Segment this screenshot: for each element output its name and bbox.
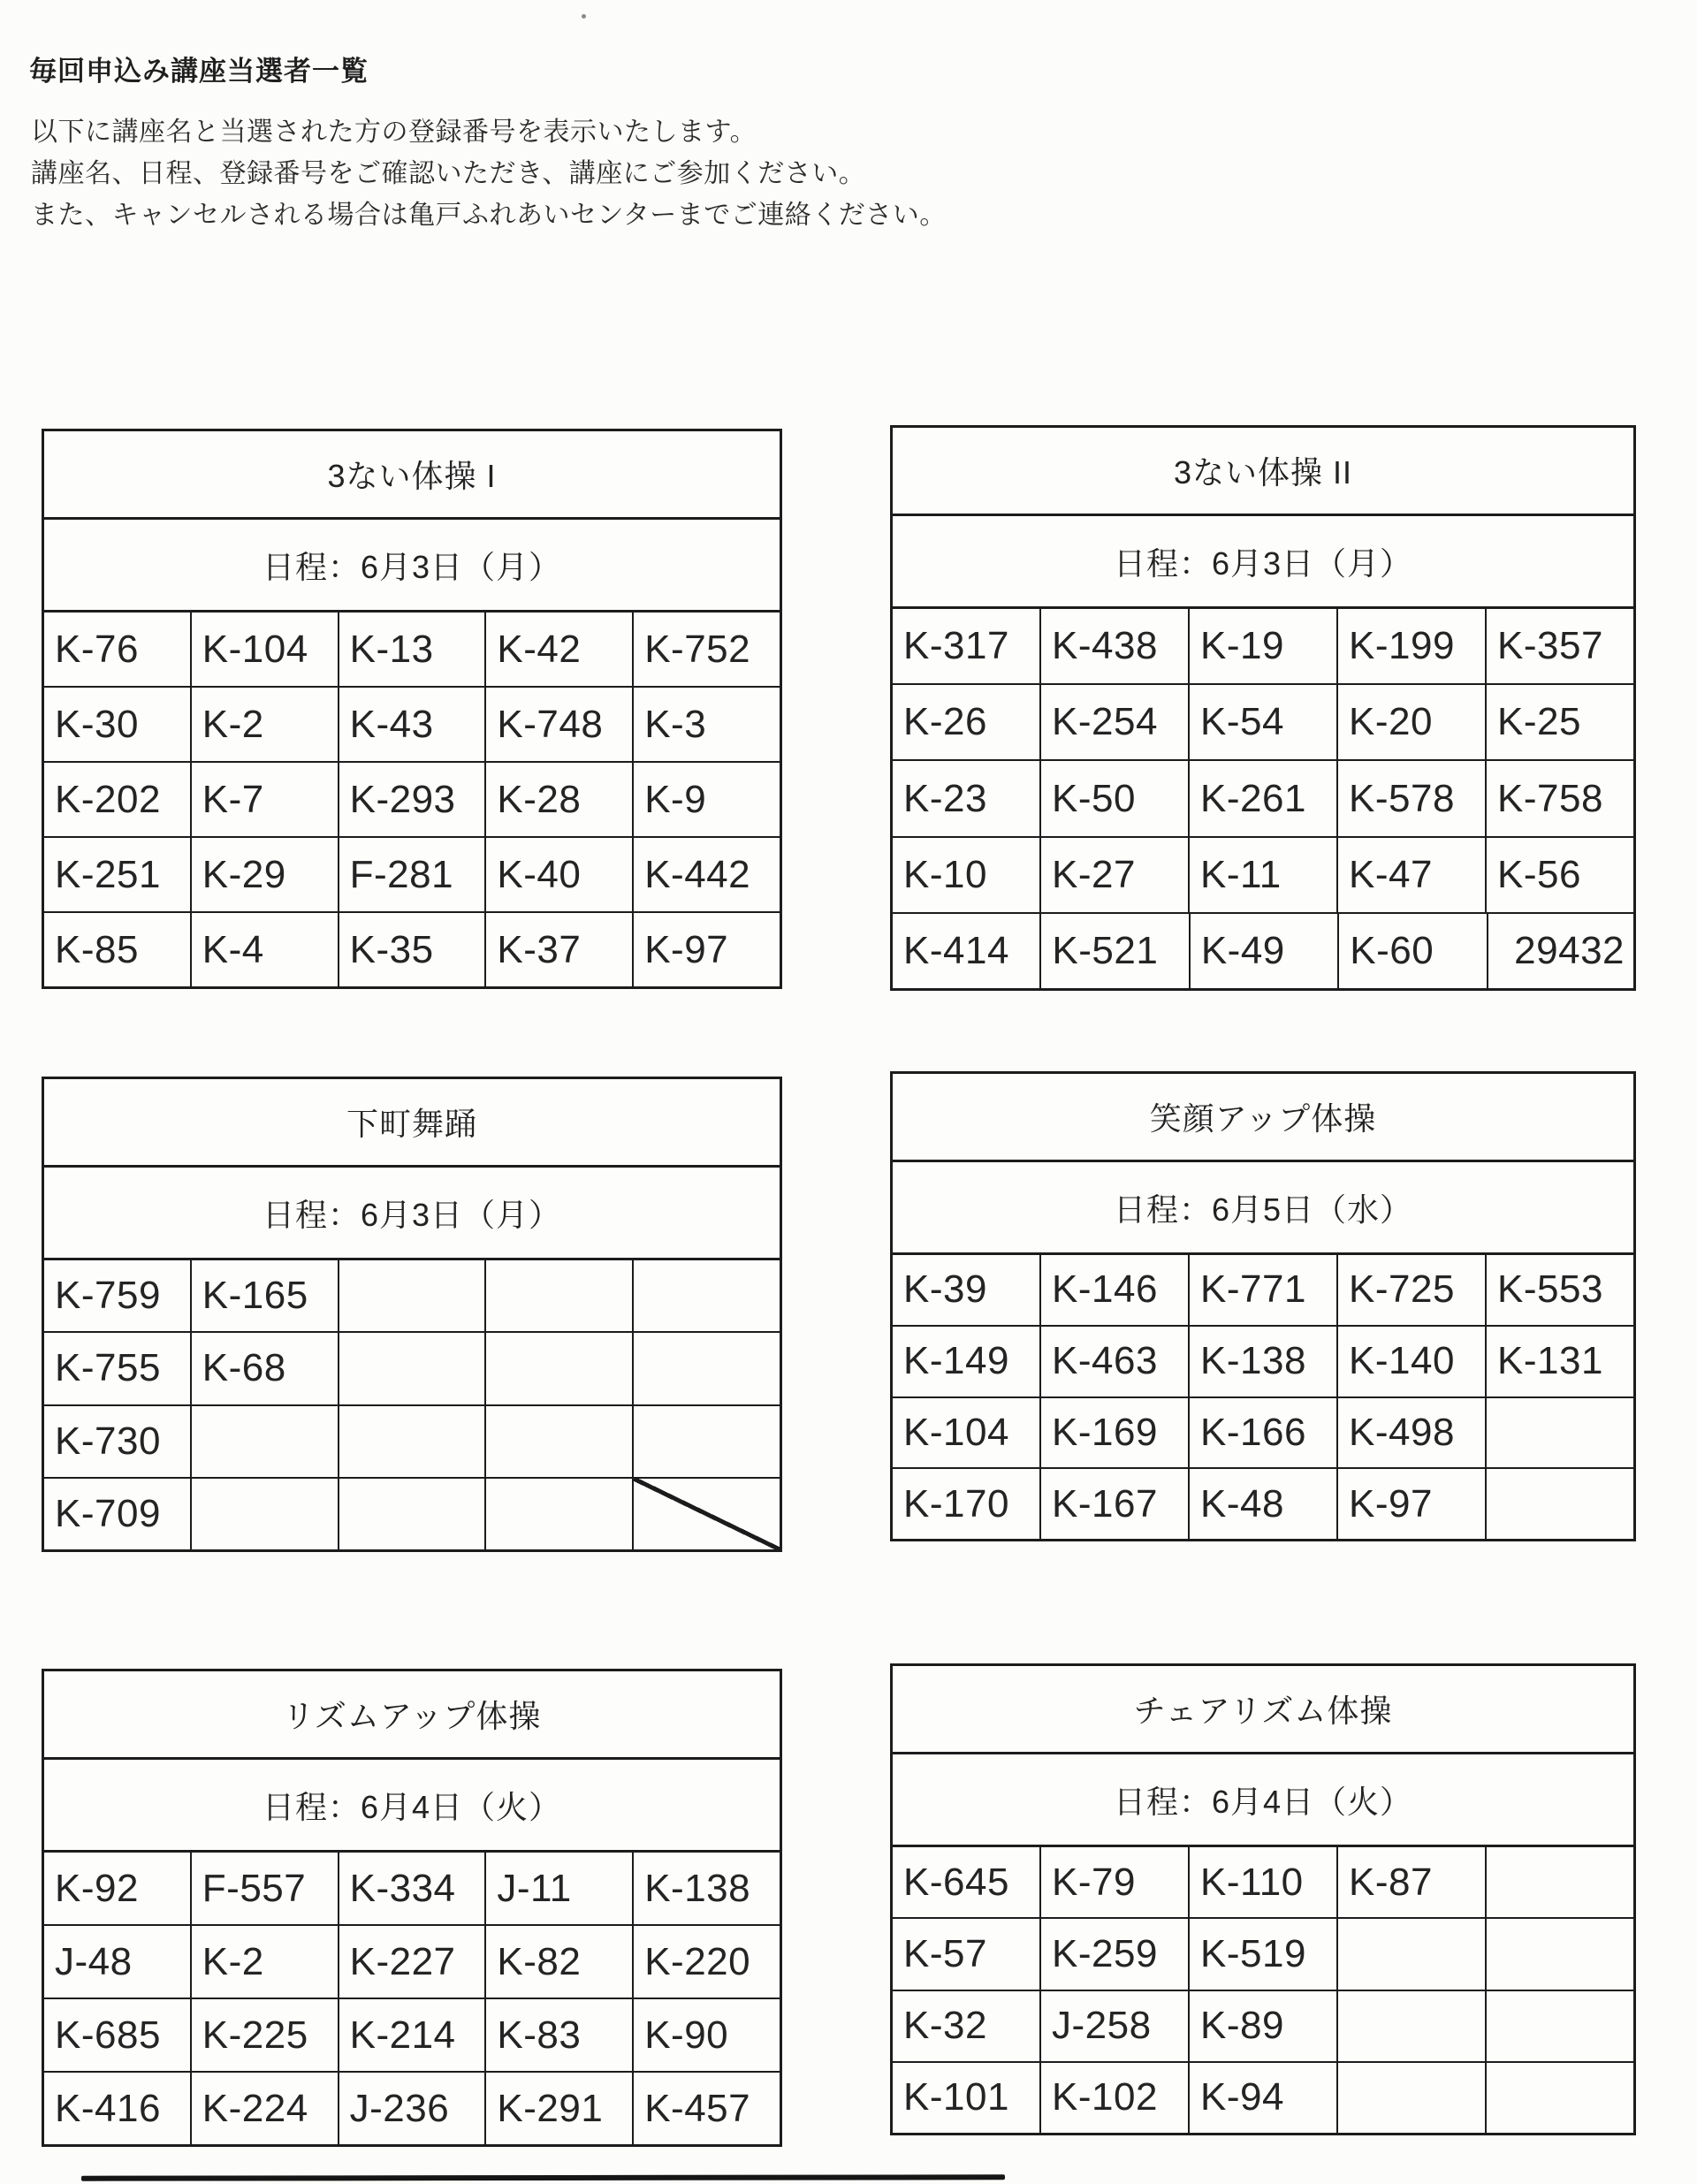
- empty-cell: [1487, 2063, 1633, 2133]
- empty-cell: [634, 1406, 780, 1477]
- empty-cell: [1338, 2063, 1487, 2133]
- course-date: 日程：6月3日（月）: [44, 1168, 780, 1260]
- table-row: [44, 1853, 780, 1926]
- table-row: [44, 838, 780, 913]
- registration-number-cell: K-76: [44, 613, 192, 686]
- registration-number-cell: K-82: [486, 1926, 634, 1998]
- empty-cell: [1487, 1991, 1633, 2061]
- page-title: 毎回申込み講座当選者一覧: [29, 56, 369, 87]
- registration-number-cell: K-42: [486, 613, 634, 686]
- registration-number-cell: J-11: [486, 1853, 634, 1924]
- registration-number-cell: K-709: [44, 1479, 192, 1549]
- registration-number-cell: K-97: [1338, 1469, 1487, 1539]
- registration-number-cell: K-35: [339, 913, 487, 986]
- registration-number-cell: K-90: [644, 2013, 729, 2057]
- registration-number-cell: K-166: [1190, 1398, 1338, 1468]
- winner-grid: [44, 1260, 780, 1549]
- registration-number-cell: K-28: [486, 763, 634, 836]
- registration-number-cell: K-758: [1497, 776, 1603, 820]
- empty-cell: [339, 1479, 487, 1549]
- table-row: [893, 1469, 1633, 1539]
- registration-number-cell: K-2: [192, 1926, 339, 1998]
- course-table-rhythm-up-taiso: [42, 1669, 782, 2147]
- registration-number-cell: K-645: [893, 1847, 1041, 1917]
- registration-number-cell: K-259: [1041, 1919, 1190, 1989]
- registration-number-cell: K-165: [192, 1260, 339, 1331]
- table-row: [44, 2073, 780, 2144]
- registration-number-cell: K-146: [1041, 1255, 1190, 1325]
- registration-number-cell: K-357: [1497, 624, 1603, 668]
- registration-number-cell: K-199: [1338, 609, 1487, 683]
- registration-number-cell: K-49: [1191, 914, 1339, 988]
- table-row: [44, 613, 780, 688]
- course-table-3nai-taiso-2: [890, 425, 1636, 991]
- course-table-3nai-taiso-1: [42, 429, 782, 989]
- registration-number-cell: K-57: [893, 1919, 1041, 1989]
- registration-number-cell: J-48: [44, 1926, 192, 1998]
- registration-number-cell: K-56: [1497, 852, 1581, 896]
- registration-number-cell: K-110: [1190, 1847, 1338, 1917]
- registration-number-cell: K-30: [44, 688, 192, 761]
- winner-grid: [893, 1847, 1633, 2133]
- empty-cell: [339, 1406, 487, 1477]
- registration-number-cell: K-104: [893, 1398, 1041, 1468]
- empty-cell: [486, 1406, 634, 1477]
- registration-number-cell: K-23: [893, 761, 1041, 835]
- table-row: [893, 1991, 1633, 2063]
- registration-number-cell: K-214: [339, 1999, 487, 2071]
- scan-artifact-dot: [582, 14, 586, 19]
- registration-number-cell: K-140: [1338, 1327, 1487, 1396]
- empty-cell: [339, 1333, 487, 1404]
- registration-number-cell: K-254: [1041, 685, 1190, 759]
- registration-number-cell: K-755: [44, 1333, 192, 1404]
- registration-number-cell: K-291: [486, 2073, 634, 2144]
- table-row: [44, 1479, 780, 1549]
- registration-number-cell: K-685: [44, 1999, 192, 2071]
- registration-number-cell: K-725: [1338, 1255, 1487, 1325]
- table-row: [44, 688, 780, 763]
- registration-number-cell: K-498: [1338, 1398, 1487, 1468]
- registration-number-cell: K-26: [893, 685, 1041, 759]
- registration-number-cell: F-281: [339, 838, 487, 911]
- course-title: 3ない体操 II: [893, 428, 1633, 516]
- course-table-egao-up-taiso: [890, 1071, 1636, 1541]
- winner-grid: [44, 1853, 780, 2144]
- table-row: [44, 1406, 780, 1479]
- registration-number-cell: K-25: [1497, 700, 1581, 744]
- registration-number-cell: K-85: [44, 913, 192, 986]
- registration-number-cell: K-730: [44, 1406, 192, 1477]
- empty-cell: [192, 1479, 339, 1549]
- table-row: [44, 763, 780, 838]
- registration-number-cell: K-9: [644, 777, 707, 821]
- table-row: [44, 1333, 780, 1405]
- registration-number-cell: K-251: [44, 838, 192, 911]
- table-row: [893, 609, 1633, 685]
- course-table-chair-rhythm-taiso: [890, 1663, 1636, 2135]
- registration-number-cell: F-557: [192, 1853, 339, 1924]
- registration-number-cell: K-68: [192, 1333, 339, 1404]
- registration-number-cell: K-138: [1190, 1327, 1338, 1396]
- registration-number-cell: K-202: [44, 763, 192, 836]
- empty-cell: [486, 1479, 634, 1549]
- registration-number-cell: K-13: [339, 613, 487, 686]
- registration-number-cell: K-43: [339, 688, 487, 761]
- course-title: 下町舞踊: [44, 1079, 780, 1168]
- course-title: チェアリズム体操: [893, 1666, 1633, 1754]
- registration-number-cell: K-40: [486, 838, 634, 911]
- table-row: [893, 1327, 1633, 1398]
- registration-number-cell: K-83: [486, 1999, 634, 2071]
- course-date: 日程：6月4日（火）: [893, 1754, 1633, 1847]
- registration-number-cell: K-334: [339, 1853, 487, 1924]
- registration-number-cell: K-748: [486, 688, 634, 761]
- winner-grid: [44, 613, 780, 986]
- registration-number-cell: K-47: [1338, 838, 1487, 912]
- registration-number-cell: K-169: [1041, 1398, 1190, 1468]
- intro-line: 以下に講座名と当選された方の登録番号を表示いたします。: [31, 118, 757, 147]
- scan-artifact-line: [81, 2174, 1005, 2180]
- registration-number-cell: K-50: [1041, 761, 1190, 835]
- table-row: [893, 914, 1633, 988]
- registration-number-cell: K-104: [192, 613, 339, 686]
- winner-grid: [893, 1255, 1633, 1539]
- registration-number-cell: K-752: [644, 627, 751, 671]
- course-date: 日程：6月5日（水）: [893, 1162, 1633, 1255]
- registration-number-cell: K-97: [644, 927, 729, 971]
- registration-number-cell: K-20: [1338, 685, 1487, 759]
- empty-cell: [634, 1479, 780, 1549]
- registration-number-cell: K-4: [192, 913, 339, 986]
- registration-number-cell: K-37: [486, 913, 634, 986]
- table-row: [44, 1926, 780, 1999]
- empty-cell: [634, 1333, 780, 1404]
- registration-number-cell: K-48: [1190, 1469, 1338, 1539]
- intro-paragraph: [31, 111, 947, 236]
- registration-number-cell: K-416: [44, 2073, 192, 2144]
- table-row: [893, 838, 1633, 914]
- empty-cell: [1487, 1469, 1633, 1539]
- registration-number-cell: K-220: [644, 1939, 751, 1983]
- registration-number-cell: K-11: [1190, 838, 1338, 912]
- registration-number-cell: K-457: [644, 2086, 751, 2130]
- empty-cell: [1487, 1919, 1633, 1989]
- registration-number-cell: J-258: [1041, 1991, 1190, 2061]
- course-date: 日程：6月3日（月）: [893, 516, 1633, 609]
- intro-line: また、キャンセルされる場合は亀戸ふれあいセンターまでご連絡ください。: [31, 201, 947, 230]
- course-table-shitamachi-buyo: [42, 1077, 782, 1552]
- registration-number-cell: K-102: [1041, 2063, 1190, 2133]
- registration-number-cell: J-236: [339, 2073, 487, 2144]
- registration-number-cell: K-463: [1041, 1327, 1190, 1396]
- winner-grid: [893, 609, 1633, 988]
- registration-number-cell: K-227: [339, 1926, 487, 1998]
- table-row: [893, 1847, 1633, 1919]
- table-row: [893, 685, 1633, 761]
- empty-cell: [634, 1260, 780, 1331]
- table-row: [893, 1919, 1633, 1990]
- registration-number-cell: K-32: [893, 1991, 1041, 2061]
- registration-number-cell: 29432: [1514, 928, 1625, 972]
- registration-number-cell: K-89: [1190, 1991, 1338, 2061]
- empty-cell: [339, 1260, 487, 1331]
- registration-number-cell: K-578: [1338, 761, 1487, 835]
- registration-number-cell: K-79: [1041, 1847, 1190, 1917]
- registration-number-cell: K-442: [644, 852, 751, 896]
- registration-number-cell: K-521: [1041, 914, 1190, 988]
- registration-number-cell: K-138: [644, 1866, 751, 1910]
- table-row: [893, 2063, 1633, 2133]
- registration-number-cell: K-519: [1190, 1919, 1338, 1989]
- registration-number-cell: K-317: [893, 609, 1041, 683]
- empty-cell: [486, 1333, 634, 1404]
- table-row: [893, 761, 1633, 837]
- registration-number-cell: K-293: [339, 763, 487, 836]
- registration-number-cell: K-553: [1497, 1267, 1603, 1312]
- registration-number-cell: K-7: [192, 763, 339, 836]
- registration-number-cell: K-60: [1339, 914, 1488, 988]
- registration-number-cell: K-27: [1041, 838, 1190, 912]
- empty-cell: [1487, 1398, 1633, 1468]
- registration-number-cell: K-19: [1190, 609, 1338, 683]
- registration-number-cell: K-167: [1041, 1469, 1190, 1539]
- empty-cell: [486, 1260, 634, 1331]
- registration-number-cell: K-224: [192, 2073, 339, 2144]
- table-row: [893, 1255, 1633, 1327]
- registration-number-cell: K-261: [1190, 761, 1338, 835]
- course-date: 日程：6月3日（月）: [44, 520, 780, 613]
- registration-number-cell: K-92: [44, 1853, 192, 1924]
- registration-number-cell: K-2: [192, 688, 339, 761]
- registration-number-cell: K-759: [44, 1260, 192, 1331]
- course-title: リズムアップ体操: [44, 1671, 780, 1760]
- registration-number-cell: K-131: [1497, 1339, 1603, 1383]
- table-row: [893, 1398, 1633, 1470]
- course-title: 3ない体操 I: [44, 431, 780, 520]
- empty-cell: [192, 1406, 339, 1477]
- empty-cell: [1487, 1847, 1633, 1917]
- empty-cell: [1338, 1919, 1487, 1989]
- registration-number-cell: K-170: [893, 1469, 1041, 1539]
- registration-number-cell: K-438: [1041, 609, 1190, 683]
- registration-number-cell: K-3: [644, 702, 707, 746]
- registration-number-cell: K-94: [1190, 2063, 1338, 2133]
- registration-number-cell: K-771: [1190, 1255, 1338, 1325]
- table-row: [44, 913, 780, 986]
- course-date: 日程：6月4日（火）: [44, 1760, 780, 1853]
- course-title: 笑顔アップ体操: [893, 1074, 1633, 1162]
- registration-number-cell: K-54: [1190, 685, 1338, 759]
- registration-number-cell: K-87: [1338, 1847, 1487, 1917]
- registration-number-cell: K-225: [192, 1999, 339, 2071]
- registration-number-cell: K-10: [893, 838, 1041, 912]
- intro-line: 講座名、日程、登録番号をご確認いただき、講座にご参加ください。: [31, 159, 866, 188]
- registration-number-cell: K-101: [893, 2063, 1041, 2133]
- registration-number-cell: K-29: [192, 838, 339, 911]
- registration-number-cell: K-149: [893, 1327, 1041, 1396]
- registration-number-cell: K-39: [893, 1255, 1041, 1325]
- empty-cell: [1338, 1991, 1487, 2061]
- registration-number-cell: K-414: [893, 914, 1041, 988]
- table-row: [44, 1260, 780, 1333]
- table-row: [44, 1999, 780, 2073]
